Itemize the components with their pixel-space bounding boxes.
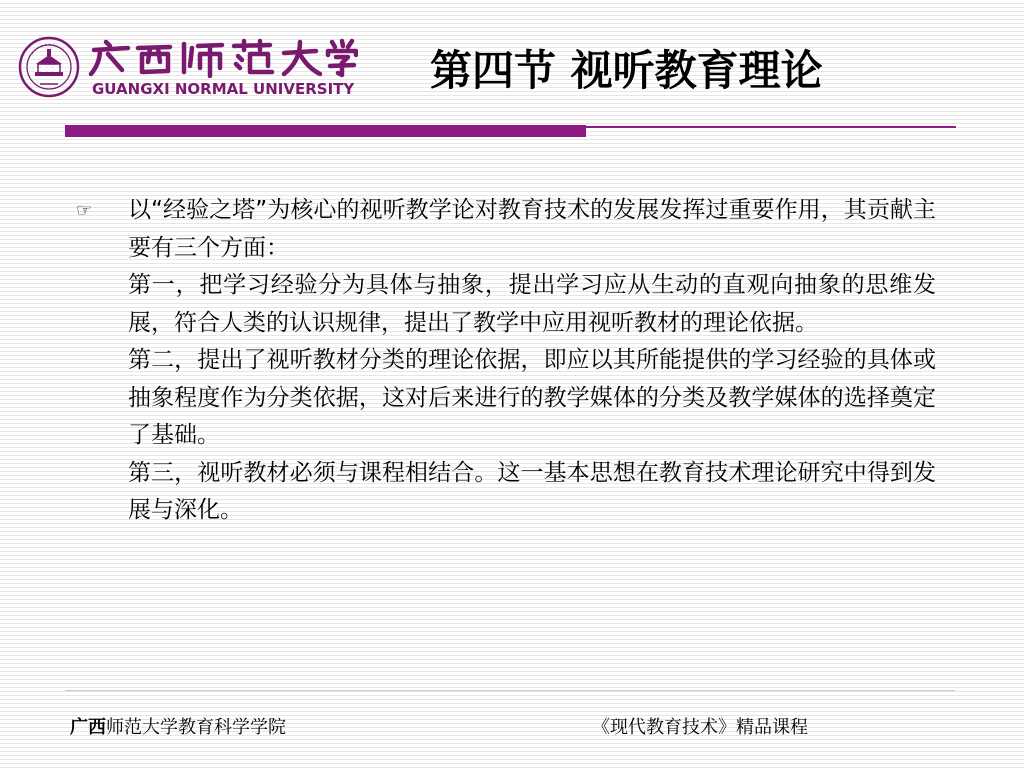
university-name-en: GUANGXI NORMAL UNIVERSITY — [92, 80, 355, 98]
intro-paragraph: 以“经验之塔”为核心的视听教学论对教育技术的发展发挥过重要作用，其贡献主要有三个方面： — [128, 197, 936, 261]
footer-institution-rest: 师范大学教育科学学院 — [106, 717, 286, 738]
university-logo — [18, 36, 355, 102]
footer-rule — [65, 690, 955, 691]
bullet-item — [76, 192, 936, 530]
university-seal-icon — [18, 36, 80, 98]
point-one-paragraph: 第一，把学习经验分为具体与抽象，提出学习应从生动的直观向抽象的思维发展，符合人类的认识规律，提出了教学中应用视听教材的理论依据。 — [128, 272, 936, 336]
title-rule-thick — [65, 125, 586, 137]
title-rule-thin — [586, 126, 956, 128]
footer-institution — [70, 713, 286, 739]
university-calligraphy-logo — [88, 38, 358, 78]
slide-content — [76, 192, 936, 530]
bullet-text — [128, 192, 936, 530]
footer-course: 《现代教育技术》精品课程 — [592, 717, 808, 738]
pointing-hand-icon: ☞ — [76, 200, 93, 221]
point-two-paragraph: 第二，提出了视听教材分类的理论依据，即应以其所能提供的学习经验的具体或抽象程度作为分类依据，这对后来进行的教学媒体的分类及教学媒体的选择奠定了基础。 — [128, 347, 936, 448]
slide-title: 第四节 视听教育理论 — [430, 46, 823, 95]
point-three-paragraph: 第三，视听教材必须与课程相结合。这一基本思想在教育技术理论研究中得到发展与深化。 — [128, 459, 936, 523]
footer-institution-strong: 广西 — [70, 717, 106, 738]
